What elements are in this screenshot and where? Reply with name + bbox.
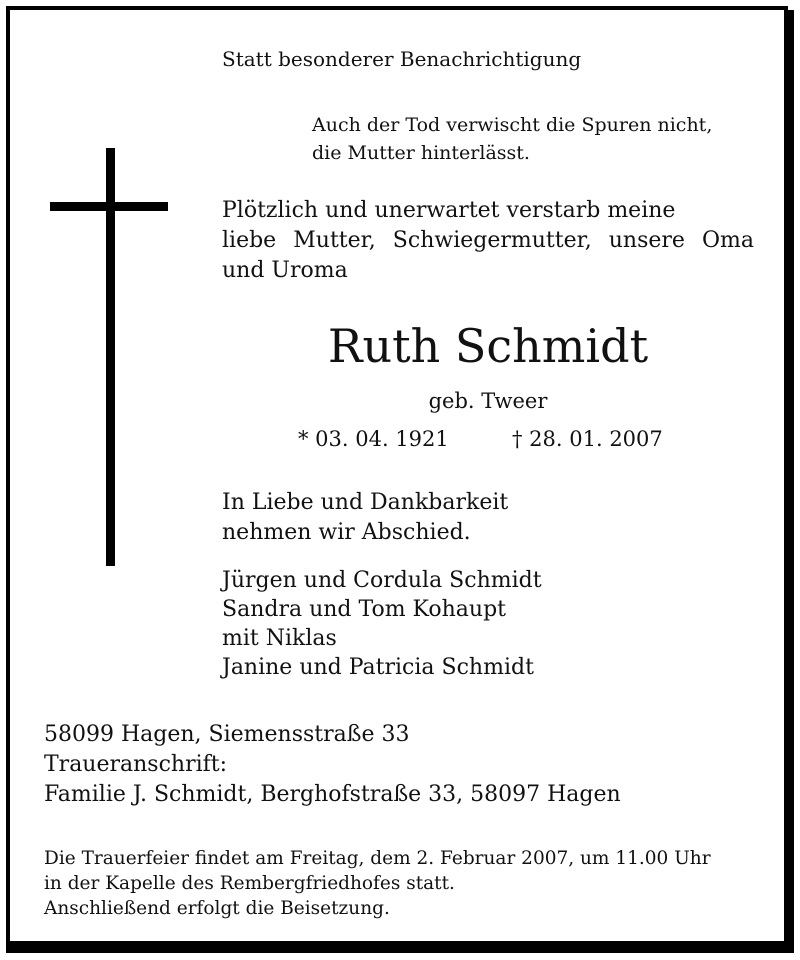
death-date: † 28. 01. 2007 bbox=[512, 427, 663, 451]
mourner-entry: Jürgen und Cordula Schmidt bbox=[222, 568, 542, 593]
address-line: Familie J. Schmidt, Berghofstraße 33, 58097 Hagen bbox=[44, 782, 621, 807]
mourner-entry: Janine und Patricia Schmidt bbox=[222, 655, 534, 680]
deceased-name: Ruth Schmidt bbox=[327, 319, 649, 373]
notice-border-shadow-bottom bbox=[6, 943, 788, 953]
intro-text bbox=[222, 196, 754, 286]
quote-line: Auch der Tod verwischt die Spuren nicht, bbox=[312, 114, 713, 136]
notice-border-shadow-right bbox=[788, 10, 794, 953]
birth-date: * 03. 04. 1921 bbox=[298, 427, 449, 451]
farewell-line: nehmen wir Abschied. bbox=[222, 520, 471, 545]
quote bbox=[312, 111, 712, 167]
cross-horizontal-bar bbox=[50, 202, 168, 211]
quote-line: die Mutter hinterlässt. bbox=[312, 142, 530, 164]
service-info bbox=[44, 846, 711, 921]
intro-line: liebe Mutter, Schwiegermutter, unsere Oma bbox=[222, 228, 754, 253]
intro-line: und Uroma bbox=[222, 258, 348, 283]
service-line: Anschließend erfolgt die Beisetzung. bbox=[44, 898, 390, 919]
farewell-line: In Liebe und Dankbarkeit bbox=[222, 490, 509, 515]
address-block bbox=[44, 720, 621, 810]
mourners-list bbox=[222, 566, 542, 682]
service-line: in der Kapelle des Rembergfriedhofes statt. bbox=[44, 873, 455, 894]
intro-line: Plötzlich und unerwartet verstarb meine bbox=[222, 198, 676, 223]
farewell-text bbox=[222, 488, 508, 548]
mourner-entry: Sandra und Tom Kohaupt bbox=[222, 597, 507, 622]
notice-header: Statt besonderer Benachrichtigung bbox=[222, 47, 582, 71]
maiden-name: geb. Tweer bbox=[428, 389, 548, 413]
mourner-entry: mit Niklas bbox=[222, 626, 337, 651]
address-line: 58099 Hagen, Siemensstraße 33 bbox=[44, 722, 410, 747]
address-line: Traueranschrift: bbox=[44, 752, 228, 777]
service-line: Die Trauerfeier findet am Freitag, dem 2. Februar 2007, um 11.00 Uhr bbox=[44, 848, 711, 869]
